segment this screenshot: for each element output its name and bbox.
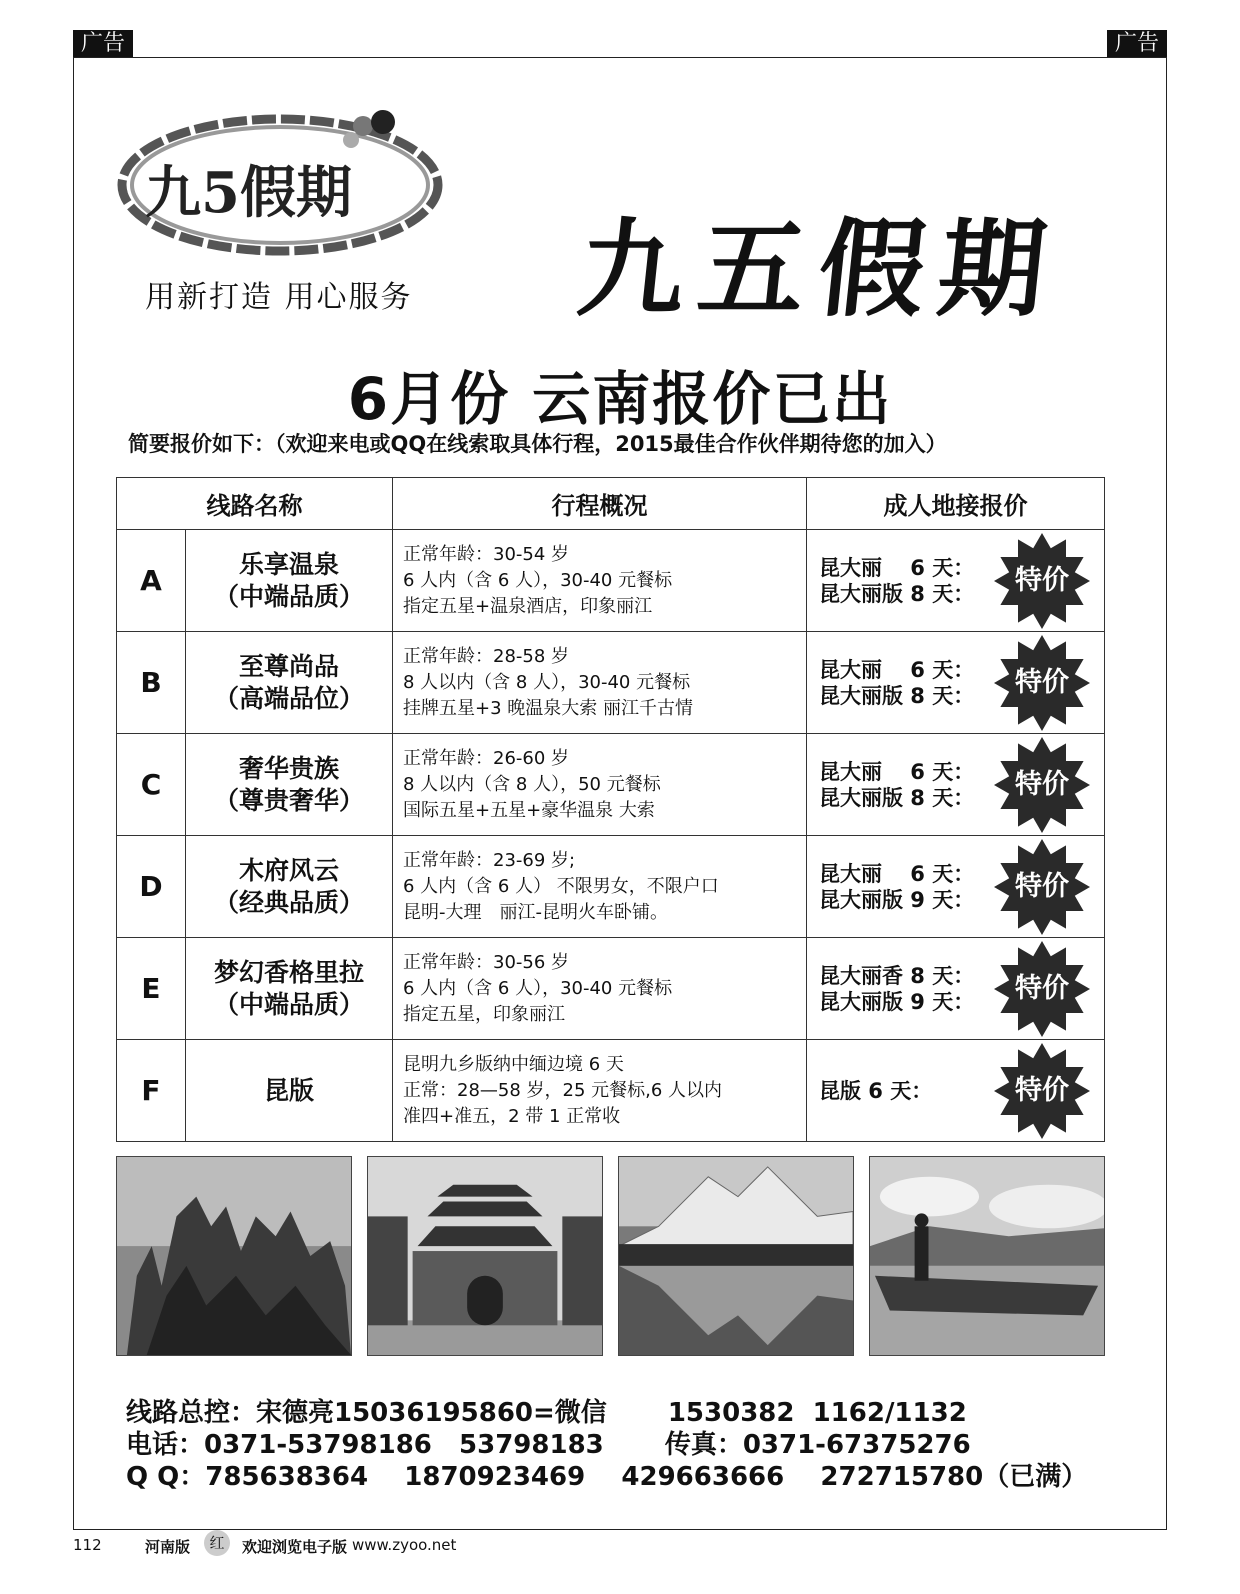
table-header-row xyxy=(117,478,1105,530)
itinerary-line: 指定五星+温泉酒店，印象丽江 xyxy=(403,595,653,617)
contact-qq: Q Q：785638364 1870923469 429663666 272715780（已满） xyxy=(126,1462,1088,1492)
quote-line: 昆大丽版 8 天： xyxy=(819,785,975,810)
route-name: 昆版 xyxy=(263,1075,314,1105)
route-name-cell xyxy=(186,530,393,632)
quote-cell xyxy=(807,938,1105,1040)
itinerary-cell xyxy=(393,632,807,734)
quote-line: 昆大丽版 8 天： xyxy=(819,683,975,708)
route-name-cell xyxy=(186,938,393,1040)
brand-title: 九五假期 xyxy=(572,206,1066,331)
quote-line: 昆大丽 6 天： xyxy=(819,759,975,784)
itinerary-line: 正常年龄：30-56 岁 xyxy=(403,951,570,973)
quote-line: 昆大丽 6 天： xyxy=(819,555,975,580)
badge-label: 特价 xyxy=(1015,1074,1069,1106)
itinerary-line: 8 人以内（含 8 人），30-40 元餐标 xyxy=(403,671,691,693)
edition-seal: 红 xyxy=(204,1530,230,1556)
quote-line: 昆版 6 天： xyxy=(819,1078,933,1103)
ad-tag-left: 广告 xyxy=(73,30,133,58)
header-itinerary: 行程概况 xyxy=(393,478,807,530)
route-tier: （高端品位） xyxy=(213,683,364,713)
itinerary-line: 指定五星，印象丽江 xyxy=(403,1003,565,1025)
contact-phone-fax: 电话：0371-53798186 53798183 传真：0371-67375276 xyxy=(126,1430,971,1460)
itinerary-cell xyxy=(393,530,807,632)
itinerary-line: 昆明-大理 丽江-昆明火车卧铺。 xyxy=(403,901,668,923)
table-row xyxy=(117,1040,1105,1142)
route-name: 木府风云 xyxy=(238,855,339,885)
quote-line: 昆大丽版 9 天： xyxy=(819,989,975,1014)
svg-text:九5假期: 九5假期 xyxy=(145,160,352,226)
badge-label: 特价 xyxy=(1015,972,1069,1004)
photo-lake-mountain xyxy=(618,1156,854,1356)
badge-label: 特价 xyxy=(1015,564,1069,596)
table-row xyxy=(117,938,1105,1040)
itinerary-line: 8 人以内（含 8 人），50 元餐标 xyxy=(403,773,661,795)
quote-cell xyxy=(807,530,1105,632)
route-name: 梦幻香格里拉 xyxy=(213,957,364,987)
quote-cell xyxy=(807,836,1105,938)
route-name-cell xyxy=(186,1040,393,1142)
itinerary-line: 挂牌五星+3 晚温泉大索 丽江千古情 xyxy=(403,697,693,719)
route-tier: （中端品质） xyxy=(213,581,364,611)
route-name: 乐享温泉 xyxy=(238,549,339,579)
itinerary-line: 正常年龄：30-54 岁 xyxy=(403,543,570,565)
header-price: 成人地接报价 xyxy=(807,478,1105,530)
itinerary-line: 国际五星+五星+豪华温泉 大索 xyxy=(403,799,655,821)
itinerary-line: 6 人内（含 6 人），30-40 元餐标 xyxy=(403,569,673,591)
itinerary-cell xyxy=(393,1040,807,1142)
quote-cell xyxy=(807,734,1105,836)
route-name-cell xyxy=(186,734,393,836)
route-tier: （经典品质） xyxy=(213,887,364,917)
photo-fishing-boat xyxy=(869,1156,1105,1356)
slogan: 用新打造 用心服务 xyxy=(145,280,413,315)
special-price-badge xyxy=(994,1043,1090,1139)
special-price-badge xyxy=(994,737,1090,833)
route-name: 奢华贵族 xyxy=(238,753,339,783)
route-code: A xyxy=(117,530,186,632)
route-code: D xyxy=(117,836,186,938)
site-url: www.zyoo.net xyxy=(352,1536,457,1554)
quote-cell xyxy=(807,632,1105,734)
itinerary-line: 正常年龄：23-69 岁; xyxy=(403,849,576,871)
itinerary-cell xyxy=(393,836,807,938)
quote-cell xyxy=(807,1040,1105,1142)
itinerary-line: 6 人内（含 6 人） 不限男女，不限户口 xyxy=(403,875,719,897)
route-name-cell xyxy=(186,836,393,938)
route-name: 至尊尚品 xyxy=(238,651,339,681)
route-name-cell xyxy=(186,632,393,734)
quote-line: 昆大丽版 8 天： xyxy=(819,581,975,606)
subline: 简要报价如下：（欢迎来电或QQ在线索取具体行程，2015最佳合作伙伴期待您的加入） xyxy=(128,432,947,456)
special-price-badge xyxy=(994,839,1090,935)
route-tier: （尊贵奢华） xyxy=(213,785,364,815)
route-code: B xyxy=(117,632,186,734)
table-row xyxy=(117,734,1105,836)
edition-label: 河南版 xyxy=(145,1538,191,1556)
route-code: E xyxy=(117,938,186,1040)
browse-label: 欢迎浏览电子版 xyxy=(242,1538,348,1556)
page-number: 112 xyxy=(73,1536,102,1554)
badge-label: 特价 xyxy=(1015,666,1069,698)
table-row xyxy=(117,632,1105,734)
special-price-badge xyxy=(994,635,1090,731)
badge-label: 特价 xyxy=(1015,870,1069,902)
price-table xyxy=(116,477,1105,1142)
brand-logo xyxy=(115,100,445,260)
table-row xyxy=(117,530,1105,632)
photo-pagoda-gate xyxy=(367,1156,603,1356)
headline: 6月份 云南报价已出 xyxy=(347,365,893,433)
quote-line: 昆大丽香 8 天： xyxy=(819,963,975,988)
special-price-badge xyxy=(994,533,1090,629)
itinerary-cell xyxy=(393,734,807,836)
quote-line: 昆大丽 6 天： xyxy=(819,657,975,682)
quote-line: 昆大丽版 9 天： xyxy=(819,887,975,912)
route-tier: （中端品质） xyxy=(213,989,364,1019)
itinerary-line: 准四+准五，2 带 1 正常收 xyxy=(403,1105,621,1127)
table-row xyxy=(117,836,1105,938)
itinerary-line: 昆明九乡版纳中缅边境 6 天 xyxy=(403,1053,624,1075)
contact-route-manager: 线路总控：宋德亮15036195860=微信 1530382 1162/1132 xyxy=(126,1398,967,1428)
itinerary-cell xyxy=(393,938,807,1040)
route-code: C xyxy=(117,734,186,836)
itinerary-line: 正常年龄：28-58 岁 xyxy=(403,645,570,667)
special-price-badge xyxy=(994,941,1090,1037)
ad-tag-right: 广告 xyxy=(1107,30,1167,58)
photo-stone-forest xyxy=(116,1156,352,1356)
itinerary-line: 正常年龄：26-60 岁 xyxy=(403,747,570,769)
badge-label: 特价 xyxy=(1015,768,1069,800)
route-code: F xyxy=(117,1040,186,1142)
itinerary-line: 6 人内（含 6 人），30-40 元餐标 xyxy=(403,977,673,999)
itinerary-line: 正常：28—58 岁，25 元餐标,6 人以内 xyxy=(403,1079,723,1101)
header-route-name: 线路名称 xyxy=(117,478,393,530)
quote-line: 昆大丽 6 天： xyxy=(819,861,975,886)
